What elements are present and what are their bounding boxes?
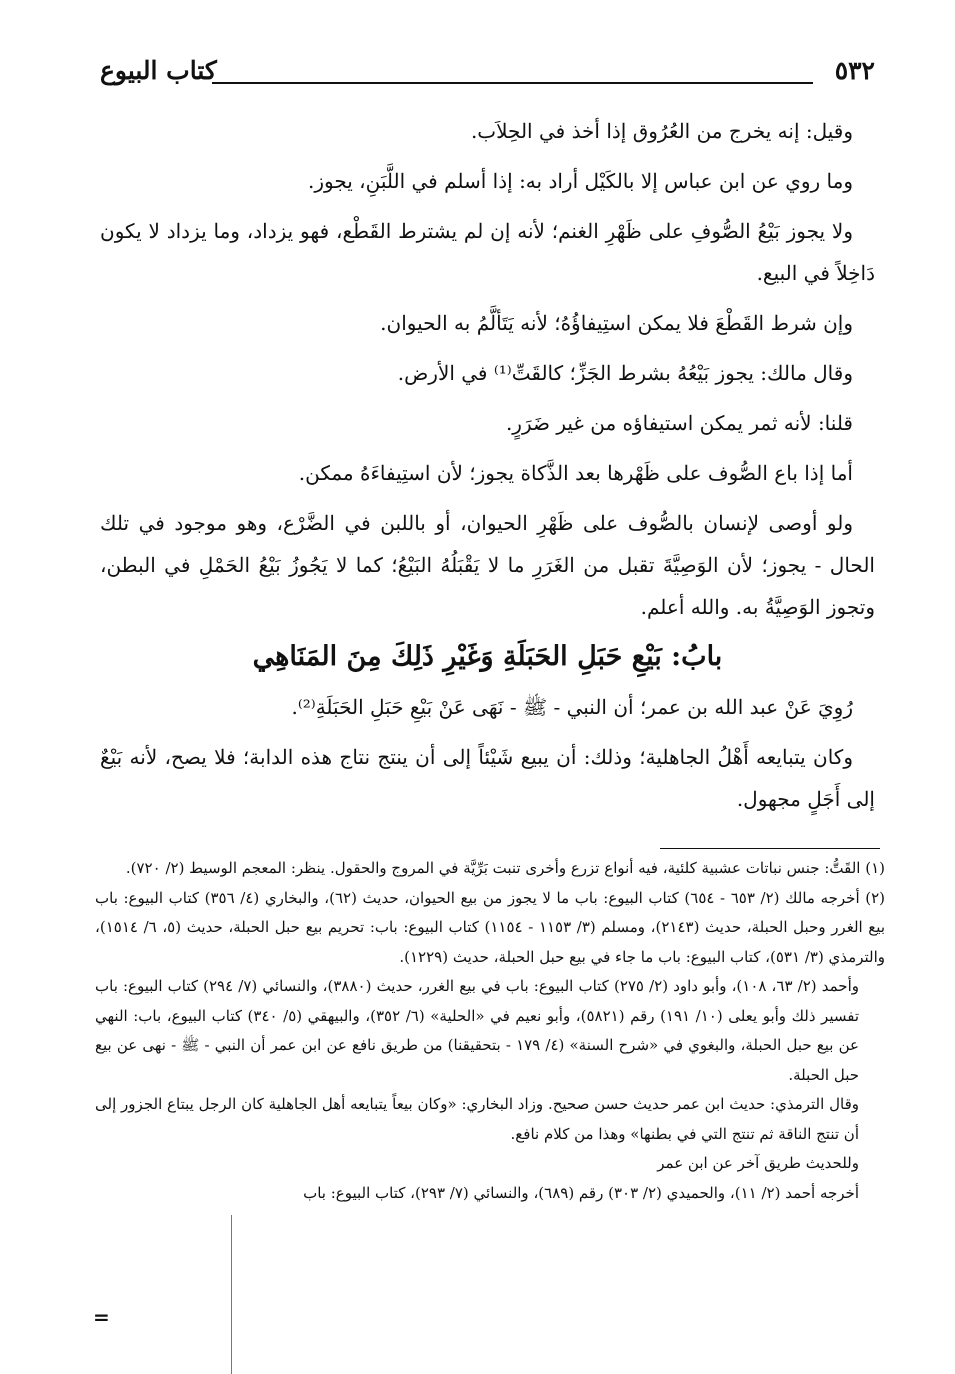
paragraph: ولا يجوز بَيْعُ الصُّوفِ على ظَهْرِ الغنم؛ لأنه إن لم يشترط القَطْع، فهو يزداد، وما يزداد لا يكون دَاخِلاً في البيع. [100,219,875,285]
main-text [100,110,875,828]
book-title: كتاب البيوع [100,56,217,85]
footnote-2-continuation: وللحديث طريق آخر عن ابن عمر [657,1154,859,1172]
footnote-2-continuation: وقال الترمذي: حديث ابن عمر حديث حسن صحيح. وزاد البخاري: «وكان بيعاً يتبايعه أهل الجاهلية كان الرجل يبتاع الجزور إلى أن تنتج الناقة ثم تنتج التي في بطنها» وهذا من كلام نافع. [95,1095,859,1143]
page-header [100,56,875,96]
paragraph: وكان يتبايعه أَهْلُ الجاهلية؛ وذلك: أن يبيع شَيْئاً إلى أن ينتج نتاج هذه الدابة؛ فلا يصح، لأنه بَيْعٌ إلى أَجَلٍ مجهول. [100,745,875,811]
footnote-1: (١) القَتُّ: جنس نباتات عشبية كلئية، فيه أنواع تزرع وأخرى تنبت بَرِّيَّة في المروج والحقول. ينظر: المعجم الوسيط (٢/ ٧٢٠). [125,859,885,877]
footnote-separator [660,848,880,849]
paragraph: قلنا: لأنه ثمر يمكن استيفاؤه من غير ضَرَرٍ. [505,411,853,435]
paragraph: وقيل: إنه يخرج من العُرُوق إذا أخذ في الحِلاَب. [470,119,853,143]
footnote-2-continuation: وأحمد (٢/ ٦٣، ١٠٨)، وأبو داود (٢/ ٢٧٥) كتاب البيوع: باب في بيع الغرر، حديث (٣٨٨٠)، والنسائي (٧/ ٢٩٤) كتاب البيوع: باب تفسير ذلك وأبو يعلى (١٠/ ١٩١) رقم (٥٨٢١)، وأبو نعيم في «الحلية» (٦/ ٣٥٢)، والبيهقي (٥/ ٣٤٠) كتاب البيوع، باب: النهي عن بيع حبل الحبلة، والبغوي في «شرح السنة» (٤/ ١٧٩ - بتحقيقنا) من طريق نافع عن ابن عمر أن النبي - ﷺ - نهى عن بيع حبل الحبلة. [95,977,860,1084]
continuation-mark: = [93,1305,110,1329]
paragraph: وقال مالك: يجوز بَيْعُهُ بشرط الجَزِّ؛ كالقَتِّ⁽¹⁾ في الأرض. [397,361,853,385]
footnote-2: (٢) أخرجه مالك (٢/ ٦٥٣ - ٦٥٤) كتاب البيوع: باب ما لا يجوز من بيع الحيوان، حديث (٦٢)، والبخاري (٤/ ٣٥٦) كتاب البيوع: باب بيع الغرر وحبل الحبلة، حديث (٢١٤٣)، ومسلم (٣/ ١١٥٣ - ١١٥٤) كتاب البيوع: باب: تحريم بيع حبل الحبلة، حديث (٥، ٦/ ١٥١٤)، والترمذي (٣/ ٥٣١)، كتاب البيوع: باب ما جاء في بيع حبل الحبلة، حديث (١٢٢٩). [95,888,886,966]
paragraph: وما روي عن ابن عباس إلا بالكَيْل أراد به: إذا أسلم في اللَّبَنِ، يجوز. [307,169,853,193]
paragraph: ولو أوصى لإنسان بالصُّوف على ظَهْرِ الحيوان، أو باللبن في الضَّرْع، وهو موجود في تلك الحال - يجوز؛ لأن الوَصِيَّةَ تقبل من الغَرَرِ ما لا يَقْبَلُهُ البَيْعُ؛ كما لا يَجُوزُ بَيْعُ الحَمْلِ في البطن، وتجوز الوَصِيَّةُ به. والله أعلم. [100,511,875,619]
page-number: ٥٣٢ [834,56,875,85]
scan-margin-line [231,1215,232,1374]
footnotes [95,854,885,1208]
paragraph: رُوِيَ عَنْ عبد الله بن عمر؛ أن النبي - ﷺ - نَهَى عَنْ بَيْعِ حَبَلِ الحَبَلَةِ⁽²⁾. [291,695,853,719]
chapter-heading: بابُ: بَيْعِ حَبَلِ الحَبَلَةِ وَغَيْرِ ذَلِكَ مِنَ المَنَاهِي [252,641,723,672]
footnote-2-continuation: أخرجه أحمد (٢/ ١١)، والحميدي (٢/ ٣٠٣) رقم (٦٨٩)، والنسائي (٧/ ٢٩٣)، كتاب البيوع: باب [303,1183,859,1202]
paragraph: أما إذا باع الصُّوف على ظَهْرها بعد الذَّكاة يجوز؛ لأن استِيفاءَهُ ممكن. [298,461,853,485]
paragraph: وإن شرط القَطْعَ فلا يمكن استِيفاؤُهُ؛ لأنه يَتَألَّمُ به الحيوان. [380,311,853,335]
header-rule [212,82,813,84]
